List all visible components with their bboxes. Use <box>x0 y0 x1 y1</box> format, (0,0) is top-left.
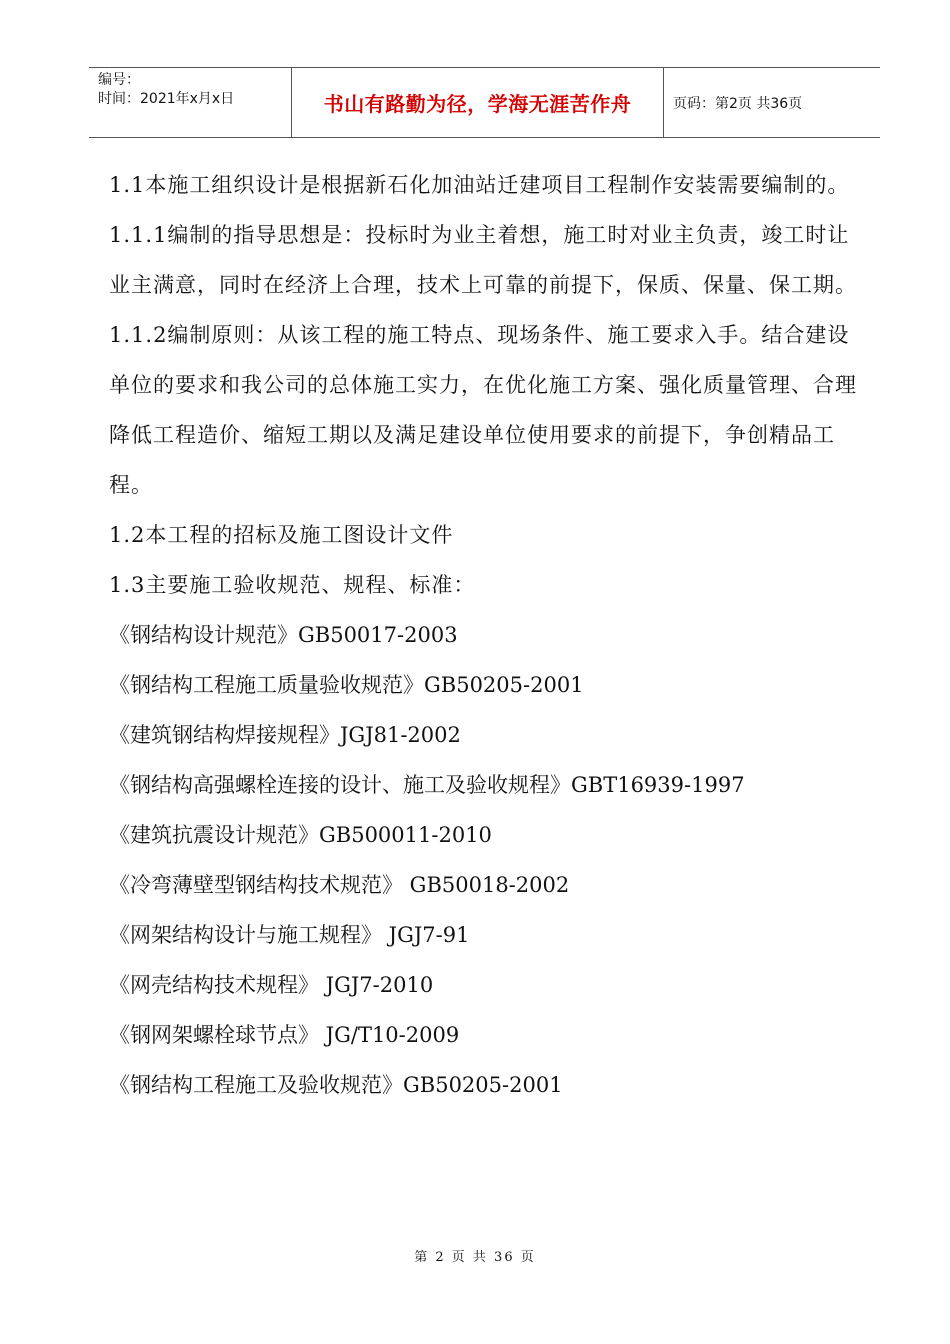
list-item: 《钢结构高强螺栓连接的设计、施工及验收规程》GBT16939-1997 <box>109 773 745 797</box>
header-page-info: 页码：第2页 共36页 <box>673 95 803 112</box>
paragraph-1-2: 1.2本工程的招标及施工图设计文件 <box>109 523 454 547</box>
paragraph-1-1-2: 1.1.2编制原则：从该工程的施工特点、现场条件、施工要求入手。结合建设单位的要求和我公司的总体施工实力，在优化施工方案、强化质量管理、合理降低工程造价、缩短工期以及满足建设单位使用要求的前提下，争创精品工程。 <box>109 323 857 497</box>
number-label: 编号： <box>98 72 140 88</box>
list-item: 《网壳结构技术规程》 JGJ7-2010 <box>109 973 434 997</box>
header-meta <box>89 68 291 137</box>
list-item: 《钢网架螺栓球节点》 JG/T10-2009 <box>109 1023 460 1047</box>
paragraph-1-1-1: 1.1.1编制的指导思想是：投标时为业主着想，施工时对业主负责，竣工时让业主满意，同时在经济上合理，技术上可靠的前提下，保质、保量、保工期。 <box>109 223 857 297</box>
paragraph-1-1: 1.1本施工组织设计是根据新石化加油站迁建项目工程制作安装需要编制的。 <box>109 173 850 197</box>
list-item: 《冷弯薄壁型钢结构技术规范》 GB50018-2002 <box>109 873 570 897</box>
paragraph-1-3: 1.3主要施工验收规范、规程、标准： <box>109 573 476 597</box>
list-item: 《钢结构工程施工质量验收规范》GB50205-2001 <box>109 673 584 697</box>
list-item: 《建筑抗震设计规范》GB500011-2010 <box>109 823 492 847</box>
list-item: 《建筑钢结构焊接规程》JGJ81-2002 <box>109 723 461 747</box>
list-item: 《钢结构设计规范》GB50017-2003 <box>109 623 458 647</box>
list-item: 《网架结构设计与施工规程》 JGJ7-91 <box>109 923 470 947</box>
page-footer: 第 2 页 共 36 页 <box>414 1250 536 1265</box>
header-motto: 书山有路勤为径，学海无涯苦作舟 <box>291 68 664 137</box>
document-body <box>109 160 869 1110</box>
page-header <box>89 67 880 138</box>
time-label: 时间：2021年x月x日 <box>98 91 235 107</box>
list-item: 《钢结构工程施工及验收规范》GB50205-2001 <box>109 1073 563 1097</box>
standards-list <box>109 610 869 1110</box>
